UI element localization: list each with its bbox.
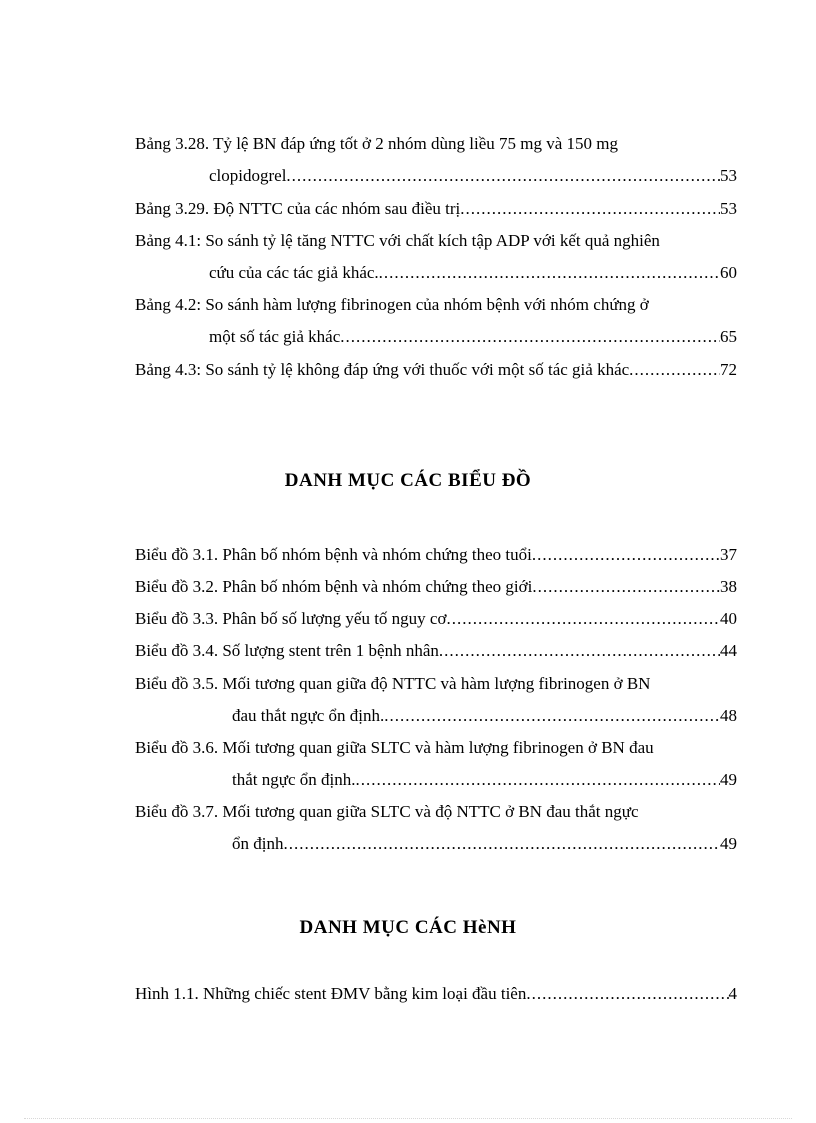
chart-entry-3-6[interactable] [232, 769, 737, 791]
entry-title: một số tác giả khác [209, 327, 341, 346]
page-number: 53 [720, 199, 737, 218]
leader-dots [283, 833, 720, 855]
chart-entry-3-1[interactable] [135, 544, 737, 566]
table-entry-4-1[interactable] [209, 262, 737, 284]
page-bottom-rule [24, 1118, 792, 1119]
leader-dots [384, 705, 720, 727]
table-entry-4-2-line1: Bảng 4.2: So sánh hàm lượng fibrinogen của nhóm bệnh với nhóm chứng ở [135, 295, 649, 314]
table-entry-4-1-line1: Bảng 4.1: So sánh tỷ lệ tăng NTTC với chất kích tập ADP với kết quả nghiên [135, 231, 660, 250]
entry-title: Biểu đồ 3.3. Phân bố số lượng yếu tố nguy cơ [135, 609, 447, 628]
table-entry-3-28-line1: Bảng 3.28. Tỷ lệ BN đáp ứng tốt ở 2 nhóm dùng liều 75 mg và 150 mg [135, 134, 618, 153]
page-number: 44 [720, 641, 737, 660]
entry-title: Biểu đồ 3.1. Phân bố nhóm bệnh và nhóm chứng theo tuổi [135, 545, 532, 564]
leader-dots [460, 198, 720, 220]
leader-dots [629, 359, 720, 381]
page-number: 72 [720, 360, 737, 379]
entry-title: Biểu đồ 3.4. Số lượng stent trên 1 bệnh nhân [135, 641, 439, 660]
leader-dots [532, 544, 720, 566]
chart-entry-3-4[interactable] [135, 640, 737, 662]
chart-entry-3-5-line1: Biểu đồ 3.5. Mối tương quan giữa độ NTTC và hàm lượng fibrinogen ở BN [135, 674, 651, 693]
page-number: 48 [720, 706, 737, 725]
entry-title: clopidogrel [209, 166, 287, 185]
figure-entry-1-1[interactable] [135, 983, 737, 1005]
entry-title: cứu của các tác giả khác. [209, 263, 379, 282]
page-number: 38 [720, 577, 737, 596]
page-number: 53 [720, 166, 737, 185]
entry-title: ổn định [232, 834, 284, 853]
table-entry-4-3[interactable] [135, 359, 737, 381]
entry-title: Bảng 3.29. Độ NTTC của các nhóm sau điều trị [135, 199, 461, 218]
page-number: 49 [720, 834, 737, 853]
leader-dots [286, 165, 720, 187]
page-number: 65 [720, 327, 737, 346]
page-number: 4 [728, 984, 737, 1003]
leader-dots [340, 326, 720, 348]
figures-section-heading: DANH MỤC CÁC HèNH [299, 917, 517, 938]
chart-entry-3-6-line1: Biểu đồ 3.6. Mối tương quan giữa SLTC và hàm lượng fibrinogen ở BN đau [135, 738, 654, 757]
chart-entry-3-2[interactable] [135, 576, 737, 598]
page-number: 49 [720, 770, 737, 789]
leader-dots [379, 262, 720, 284]
entry-title: đau thắt ngực ổn định. [232, 706, 385, 725]
leader-dots [526, 983, 728, 1005]
chart-entry-3-5[interactable] [232, 705, 737, 727]
page-number: 37 [720, 545, 737, 564]
table-entry-3-28[interactable] [209, 165, 737, 187]
charts-section-heading: DANH MỤC CÁC BIỂU ĐỒ [284, 470, 532, 491]
table-entry-4-2[interactable] [209, 326, 737, 348]
leader-dots [355, 769, 720, 791]
entry-title: thắt ngực ổn định. [232, 770, 356, 789]
chart-entry-3-7[interactable] [232, 833, 737, 855]
leader-dots [446, 608, 720, 630]
chart-entry-3-7-line1: Biểu đồ 3.7. Mối tương quan giữa SLTC và độ NTTC ở BN đau thắt ngực [135, 802, 639, 821]
entry-title: Biểu đồ 3.2. Phân bố nhóm bệnh và nhóm chứng theo giới [135, 577, 533, 596]
entry-title: Hình 1.1. Những chiếc stent ĐMV bằng kim loại đầu tiên [135, 984, 527, 1003]
leader-dots [439, 640, 720, 662]
entry-title: Bảng 4.3: So sánh tỷ lệ không đáp ứng với thuốc với một số tác giả khác [135, 360, 630, 379]
leader-dots [532, 576, 720, 598]
page-number: 60 [720, 263, 737, 282]
chart-entry-3-3[interactable] [135, 608, 737, 630]
table-entry-3-29[interactable] [135, 198, 737, 220]
page-number: 40 [720, 609, 737, 628]
